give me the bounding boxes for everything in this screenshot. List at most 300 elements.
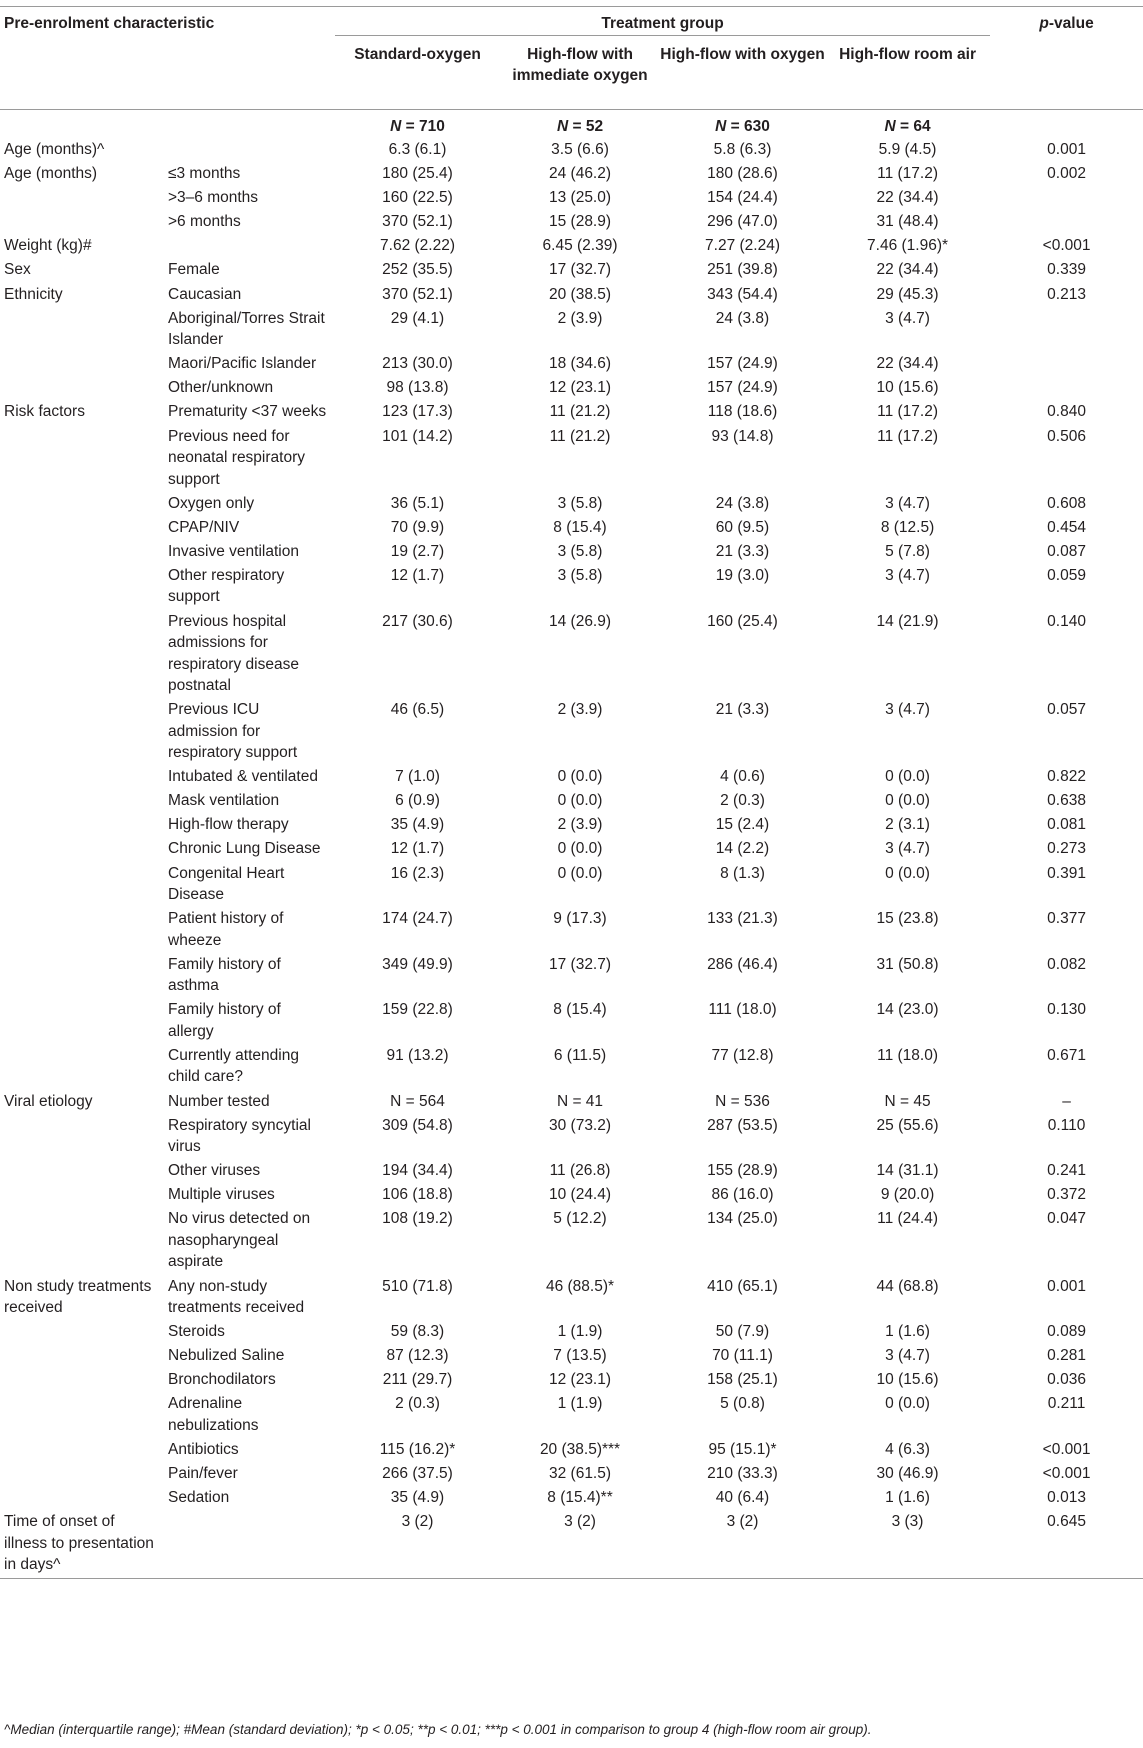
n-highflow-immediate: N = 52: [500, 109, 660, 139]
row-category: Ethnicity: [4, 285, 63, 303]
group-highflow-immediate: High-flow with immediate oxygen: [512, 45, 648, 84]
row-pvalue: <0.001: [1042, 1440, 1091, 1458]
row-category: [0, 863, 160, 909]
table-row: [0, 517, 1143, 541]
row-category: [0, 699, 160, 766]
row-value: 349 (49.9): [382, 955, 453, 973]
row-value: 510 (71.8): [382, 1277, 453, 1295]
table-body: [0, 139, 1143, 1579]
row-category: Sex: [4, 261, 31, 279]
row-value: 40 (6.4): [715, 1489, 770, 1507]
row-value: 2 (3.9): [557, 309, 603, 327]
row-value: 19 (2.7): [390, 542, 445, 560]
row-category: [0, 1115, 160, 1161]
row-subcategory: Oxygen only: [168, 494, 255, 512]
row-category: Risk factors: [4, 403, 85, 421]
row-value: 10 (15.6): [876, 379, 939, 397]
row-value: 14 (2.2): [715, 840, 770, 858]
row-value: 3 (5.8): [557, 542, 603, 560]
row-pvalue: 0.608: [1047, 494, 1086, 512]
row-subcategory: Sedation: [168, 1489, 230, 1507]
row-pvalue: 0.001: [1047, 1277, 1086, 1295]
row-pvalue: 0.339: [1047, 261, 1086, 279]
row-subcategory: >6 months: [168, 213, 241, 231]
row-subcategory: Respiratory syncytial virus: [168, 1116, 311, 1156]
row-pvalue: 0.822: [1047, 768, 1086, 786]
row-value: 24 (46.2): [548, 165, 612, 183]
row-value: 3 (2): [500, 1511, 660, 1579]
row-value: 17 (32.7): [548, 261, 612, 279]
row-value: 3 (4.7): [885, 494, 930, 512]
row-subcategory: [160, 1511, 335, 1579]
row-value: 44 (68.8): [876, 1277, 939, 1295]
row-category: [0, 1345, 160, 1369]
table-row: [0, 1369, 1143, 1393]
row-value: 18 (34.6): [548, 355, 612, 373]
row-value: 106 (18.8): [382, 1186, 453, 1204]
row-category: [0, 211, 160, 235]
row-value: 77 (12.8): [711, 1046, 774, 1064]
row-pvalue: 0.241: [1047, 1162, 1086, 1180]
row-subcategory: Invasive ventilation: [168, 542, 299, 560]
table-row: [0, 565, 1143, 611]
row-subcategory: Maori/Pacific Islander: [168, 355, 317, 373]
row-value: 11 (21.2): [549, 403, 611, 421]
row-subcategory: Antibiotics: [168, 1440, 239, 1458]
row-value: 7 (1.0): [395, 768, 440, 786]
table-row: [0, 863, 1143, 909]
row-value: 3 (2): [660, 1511, 825, 1579]
row-pvalue: 0.036: [1047, 1371, 1086, 1389]
treatment-group-label: Treatment group: [335, 13, 990, 36]
pvalue-italic: p: [1039, 15, 1049, 32]
row-value: 213 (30.0): [382, 355, 453, 373]
row-subcategory: Chronic Lung Disease: [168, 840, 321, 858]
row-pvalue: 0.059: [1047, 566, 1086, 584]
row-subcategory: Previous need for neonatal respiratory support: [168, 427, 305, 488]
row-pvalue: 0.047: [1047, 1210, 1086, 1228]
row-value: 14 (26.9): [548, 612, 612, 630]
row-value: 30 (46.9): [876, 1465, 939, 1483]
row-value: 5 (7.8): [885, 542, 930, 560]
row-subcategory: [160, 139, 335, 163]
row-value: 46 (6.5): [390, 701, 445, 719]
row-value: 7.46 (1.96)*: [867, 237, 949, 255]
row-value: 133 (21.3): [707, 910, 778, 928]
row-value: 7 (13.5): [553, 1347, 607, 1365]
row-value: 20 (38.5)***: [539, 1440, 621, 1458]
row-value: 5 (0.8): [720, 1395, 765, 1413]
row-value: 12 (23.1): [548, 379, 612, 397]
row-pvalue: [990, 377, 1143, 401]
row-value: 14 (23.0): [876, 1001, 939, 1019]
table-row: [0, 814, 1143, 838]
row-subcategory: Multiple viruses: [168, 1186, 275, 1204]
n-standard-oxygen: N = 710: [335, 109, 500, 139]
row-value: N = 41: [556, 1092, 604, 1110]
row-subcategory: No virus detected on nasopharyngeal aspirate: [168, 1210, 311, 1271]
row-pvalue: 0.377: [1047, 910, 1086, 928]
row-pvalue: 0.840: [1047, 403, 1086, 421]
row-category: [0, 565, 160, 611]
row-value: 91 (13.2): [386, 1046, 449, 1064]
row-category: [0, 999, 160, 1045]
group-highflow-room-air: High-flow room air: [839, 45, 976, 63]
table-row: [0, 1184, 1143, 1208]
row-pvalue: 0.082: [1047, 955, 1086, 973]
row-pvalue: 0.211: [1047, 1395, 1086, 1413]
row-category: [0, 353, 160, 377]
row-subcategory: Family history of allergy: [168, 1001, 281, 1040]
row-pvalue: 0.454: [1047, 518, 1086, 536]
row-value: 4 (6.3): [885, 1440, 930, 1458]
row-value: 6.3 (6.1): [388, 141, 447, 158]
row-value: 2 (3.9): [557, 816, 603, 834]
row-value: 7.62 (2.22): [380, 237, 455, 255]
row-value: 160 (22.5): [382, 189, 453, 207]
row-pvalue: 0.013: [1047, 1489, 1086, 1507]
row-subcategory: Other respiratory support: [168, 566, 285, 606]
row-value: 211 (29.7): [382, 1371, 453, 1389]
row-pvalue: 0.081: [1047, 816, 1086, 834]
row-subcategory: Family history of asthma: [168, 955, 281, 995]
row-category: [0, 908, 160, 954]
table-row: [0, 908, 1143, 954]
table-row: [0, 1487, 1143, 1511]
row-value: 22 (34.4): [876, 261, 939, 279]
row-category: [0, 308, 160, 354]
table-row: [0, 426, 1143, 493]
row-category: [0, 766, 160, 790]
row-value: 8 (1.3): [720, 864, 765, 882]
row-subcategory: Other/unknown: [168, 379, 274, 397]
table-row: [0, 999, 1143, 1045]
row-pvalue: 0.130: [1047, 1001, 1086, 1019]
row-pvalue: [990, 353, 1143, 377]
table-row: [0, 493, 1143, 517]
table-row: [0, 1463, 1143, 1487]
table-row: [0, 1345, 1143, 1369]
row-value: 174 (24.7): [382, 910, 453, 928]
table-row: [0, 1439, 1143, 1463]
row-value: 60 (9.5): [715, 518, 770, 536]
row-value: 6 (11.5): [553, 1046, 607, 1064]
n-row: [0, 109, 1143, 139]
row-value: 159 (22.8): [382, 1001, 453, 1019]
table-row: [0, 401, 1143, 425]
row-value: 0 (0.0): [885, 792, 930, 810]
row-category: [0, 954, 160, 1000]
row-category: Viral etiology: [4, 1092, 93, 1110]
row-subcategory: Other viruses: [168, 1162, 261, 1180]
row-value: 108 (19.2): [382, 1210, 453, 1228]
table-row: [0, 611, 1143, 700]
row-value: 2 (0.3): [395, 1395, 440, 1413]
row-pvalue: [990, 187, 1143, 211]
row-pvalue: –: [1062, 1092, 1071, 1110]
row-subcategory: Steroids: [168, 1323, 225, 1341]
row-category: [0, 838, 160, 862]
row-value: 11 (26.8): [549, 1162, 611, 1180]
row-value: 14 (31.1): [876, 1162, 939, 1180]
row-pvalue: 0.645: [990, 1511, 1143, 1579]
row-value: 30 (73.2): [548, 1116, 612, 1134]
row-value: 1 (1.6): [885, 1489, 930, 1507]
n-highflow-oxygen: N = 630: [660, 109, 825, 139]
table-row: [0, 353, 1143, 377]
row-value: 25 (55.6): [876, 1116, 939, 1134]
characteristics-table: [0, 6, 1143, 1579]
row-value: 2 (0.3): [720, 792, 765, 810]
n-highflow-room-air: N = 64: [825, 109, 990, 139]
row-pvalue: 0.213: [1047, 285, 1086, 303]
table-row: [0, 1160, 1143, 1184]
row-value: N = 45: [884, 1092, 931, 1110]
row-pvalue: 0.089: [1047, 1323, 1086, 1341]
table-row: [0, 235, 1143, 259]
row-pvalue: 0.372: [1047, 1186, 1086, 1204]
row-value: 11 (18.0): [877, 1046, 938, 1064]
row-category: [0, 1463, 160, 1487]
row-value: 0 (0.0): [557, 864, 603, 882]
row-value: 12 (1.7): [390, 566, 445, 584]
row-value: 217 (30.6): [382, 612, 453, 630]
row-value: 87 (12.3): [386, 1347, 449, 1365]
row-value: 370 (52.1): [382, 213, 453, 231]
row-subcategory: Mask ventilation: [168, 792, 280, 810]
row-value: 180 (28.6): [707, 165, 778, 183]
row-value: 9 (20.0): [880, 1186, 935, 1204]
row-value: 0 (0.0): [557, 840, 603, 858]
row-value: 6 (0.9): [395, 792, 440, 810]
row-category: [0, 377, 160, 401]
row-subcategory: Bronchodilators: [168, 1371, 276, 1389]
row-value: 17 (32.7): [548, 955, 612, 973]
group-standard-oxygen: Standard-oxygen: [354, 45, 481, 63]
table-row: [0, 377, 1143, 401]
row-value: 194 (34.4): [382, 1162, 453, 1180]
row-value: 111 (18.0): [708, 1001, 777, 1019]
table-row: [0, 163, 1143, 187]
row-category: [0, 541, 160, 565]
row-value: 24 (3.8): [715, 309, 770, 327]
row-value: 11 (24.4): [877, 1210, 938, 1228]
row-value: 35 (4.9): [390, 816, 445, 834]
row-value: 86 (16.0): [711, 1186, 774, 1204]
row-value: 14 (21.9): [876, 612, 939, 630]
row-value: 7.27 (2.24): [705, 237, 780, 255]
row-pvalue: <0.001: [1042, 237, 1091, 255]
row-subcategory: Previous ICU admission for respiratory support: [168, 701, 298, 762]
row-value: 3 (2): [335, 1511, 500, 1579]
row-value: 5.9 (4.5): [878, 141, 937, 158]
row-pvalue: 0.506: [1047, 427, 1086, 445]
row-category: [0, 1487, 160, 1511]
row-subcategory: High-flow therapy: [168, 816, 289, 834]
row-value: 296 (47.0): [707, 213, 778, 231]
row-category: [0, 1045, 160, 1091]
table-row: [0, 1321, 1143, 1345]
row-category: Time of onset of illness to presentation in days^: [0, 1511, 160, 1579]
row-value: 93 (14.8): [711, 427, 774, 445]
table-row: [0, 790, 1143, 814]
row-category: [0, 426, 160, 493]
row-category: [0, 1160, 160, 1184]
row-value: 115 (16.2)*: [379, 1440, 456, 1458]
table-row: [0, 1091, 1143, 1115]
row-value: 15 (2.4): [715, 816, 770, 834]
row-value: 3 (5.8): [557, 494, 603, 512]
row-value: 98 (13.8): [386, 379, 449, 397]
row-pvalue: 0.087: [1047, 542, 1086, 560]
row-value: 0 (0.0): [885, 864, 930, 882]
table-row: [0, 1393, 1143, 1439]
row-value: 0 (0.0): [557, 768, 603, 786]
row-subcategory: Any non-study treatments received: [168, 1277, 305, 1316]
row-pvalue: <0.001: [1042, 1465, 1091, 1483]
row-subcategory: Currently attending child care?: [168, 1046, 299, 1086]
table-row: [0, 211, 1143, 235]
row-value: 101 (14.2): [382, 427, 453, 445]
row-value: 123 (17.3): [382, 403, 453, 421]
row-value: 3 (4.7): [885, 1347, 930, 1365]
row-value: 15 (23.8): [876, 910, 939, 928]
row-value: 11 (17.2): [877, 403, 938, 421]
row-value: 3.5 (6.6): [551, 141, 609, 158]
row-value: 31 (48.4): [876, 213, 939, 231]
row-value: 70 (11.1): [712, 1347, 773, 1365]
row-value: 35 (4.9): [390, 1489, 445, 1507]
row-value: 3 (4.7): [885, 840, 930, 858]
table-footnote: ^Median (interquartile range); #Mean (standard deviation); *p < 0.05; **p < 0.01; ***p < 0.001 in comparison to group 4 (high-flow room air group).: [4, 1722, 872, 1737]
row-subcategory: Pain/fever: [168, 1465, 238, 1483]
row-value: 50 (7.9): [715, 1323, 770, 1341]
row-subcategory: Intubated & ventilated: [168, 768, 318, 786]
row-value: 16 (2.3): [390, 864, 445, 882]
row-value: 8 (15.4)**: [547, 1489, 613, 1507]
row-value: 3 (3): [825, 1511, 990, 1579]
table-row: [0, 284, 1143, 308]
row-value: 3 (4.7): [885, 701, 930, 719]
row-value: 2 (3.9): [557, 701, 603, 719]
row-value: 309 (54.8): [382, 1116, 453, 1134]
row-subcategory: ≤3 months: [168, 165, 241, 183]
row-subcategory: Female: [168, 261, 220, 279]
row-value: 410 (65.1): [707, 1277, 778, 1295]
row-category: [0, 1208, 160, 1275]
row-value: 3 (5.8): [557, 566, 603, 584]
pvalue-rest: -value: [1048, 15, 1094, 32]
row-value: 2 (3.1): [885, 816, 930, 834]
table-row: [0, 699, 1143, 766]
row-value: 3 (4.7): [885, 566, 930, 584]
row-value: 19 (3.0): [715, 566, 770, 584]
row-value: 343 (54.4): [707, 285, 778, 303]
row-category: [0, 1184, 160, 1208]
row-category: Weight (kg)#: [4, 237, 92, 255]
table-row: [0, 766, 1143, 790]
row-value: 29 (45.3): [876, 285, 939, 303]
table-row: [0, 954, 1143, 1000]
row-value: N = 564: [390, 1092, 445, 1110]
row-pvalue: 0.273: [1047, 840, 1086, 858]
row-subcategory: Number tested: [168, 1092, 270, 1110]
row-value: 160 (25.4): [707, 612, 778, 630]
row-pvalue: 0.002: [1047, 165, 1086, 183]
row-category: [0, 1369, 160, 1393]
row-value: 286 (46.4): [707, 955, 778, 973]
row-value: 1 (1.9): [557, 1395, 603, 1413]
row-value: 29 (4.1): [390, 309, 445, 327]
row-subcategory: >3–6 months: [168, 189, 259, 207]
row-value: 1 (1.6): [885, 1323, 930, 1341]
row-value: 70 (9.9): [390, 518, 445, 536]
row-pvalue: 0.110: [1047, 1116, 1086, 1134]
row-pvalue: 0.140: [1047, 612, 1086, 630]
row-value: 11 (17.2): [877, 165, 938, 183]
row-pvalue: [990, 211, 1143, 235]
row-value: 0 (0.0): [885, 768, 930, 786]
row-value: 59 (8.3): [390, 1323, 445, 1341]
row-value: 8 (15.4): [553, 518, 607, 536]
row-value: 11 (21.2): [549, 427, 611, 445]
row-category: [0, 790, 160, 814]
row-value: 134 (25.0): [707, 1210, 778, 1228]
row-value: 157 (24.9): [707, 379, 778, 397]
row-value: 46 (88.5)*: [545, 1277, 615, 1295]
row-value: 210 (33.3): [707, 1465, 778, 1483]
row-value: 36 (5.1): [390, 494, 445, 512]
row-pvalue: 0.638: [1047, 792, 1086, 810]
row-category: [0, 1393, 160, 1439]
row-category: [0, 1439, 160, 1463]
row-value: 20 (38.5): [548, 285, 612, 303]
header-treatment-group: [335, 7, 990, 40]
row-category: [0, 517, 160, 541]
row-value: 12 (1.7): [390, 840, 445, 858]
row-value: 95 (15.1)*: [708, 1440, 777, 1458]
row-value: 24 (3.8): [715, 494, 770, 512]
row-pvalue: 0.391: [1047, 864, 1086, 882]
row-value: 15 (28.9): [548, 213, 612, 231]
row-value: 118 (18.6): [707, 403, 778, 421]
row-subcategory: Congenital Heart Disease: [168, 864, 285, 904]
table-row: [0, 139, 1143, 163]
table-row: [0, 1045, 1143, 1091]
row-value: 10 (15.6): [876, 1371, 939, 1389]
row-value: 0 (0.0): [557, 792, 603, 810]
row-subcategory: Aboriginal/Torres Strait Islander: [168, 309, 325, 349]
row-pvalue: 0.057: [1047, 701, 1086, 719]
row-pvalue: 0.671: [1047, 1046, 1086, 1064]
row-category: Age (months)^: [4, 141, 105, 158]
row-subcategory: Prematurity <37 weeks: [168, 403, 327, 421]
row-value: 1 (1.9): [557, 1323, 603, 1341]
table-row: [0, 1511, 1143, 1579]
table-row: [0, 541, 1143, 565]
header-characteristic: Pre-enrolment characteristic: [0, 7, 335, 110]
row-value: 252 (35.5): [382, 261, 453, 279]
row-value: 9 (17.3): [553, 910, 607, 928]
row-value: 11 (17.2): [877, 427, 938, 445]
row-value: 5.8 (6.3): [713, 141, 772, 158]
header-pvalue: [990, 7, 1143, 110]
row-value: 21 (3.3): [715, 701, 770, 719]
row-category: [0, 611, 160, 700]
row-category: [0, 493, 160, 517]
table-row: [0, 1115, 1143, 1161]
row-value: 13 (25.0): [548, 189, 612, 207]
